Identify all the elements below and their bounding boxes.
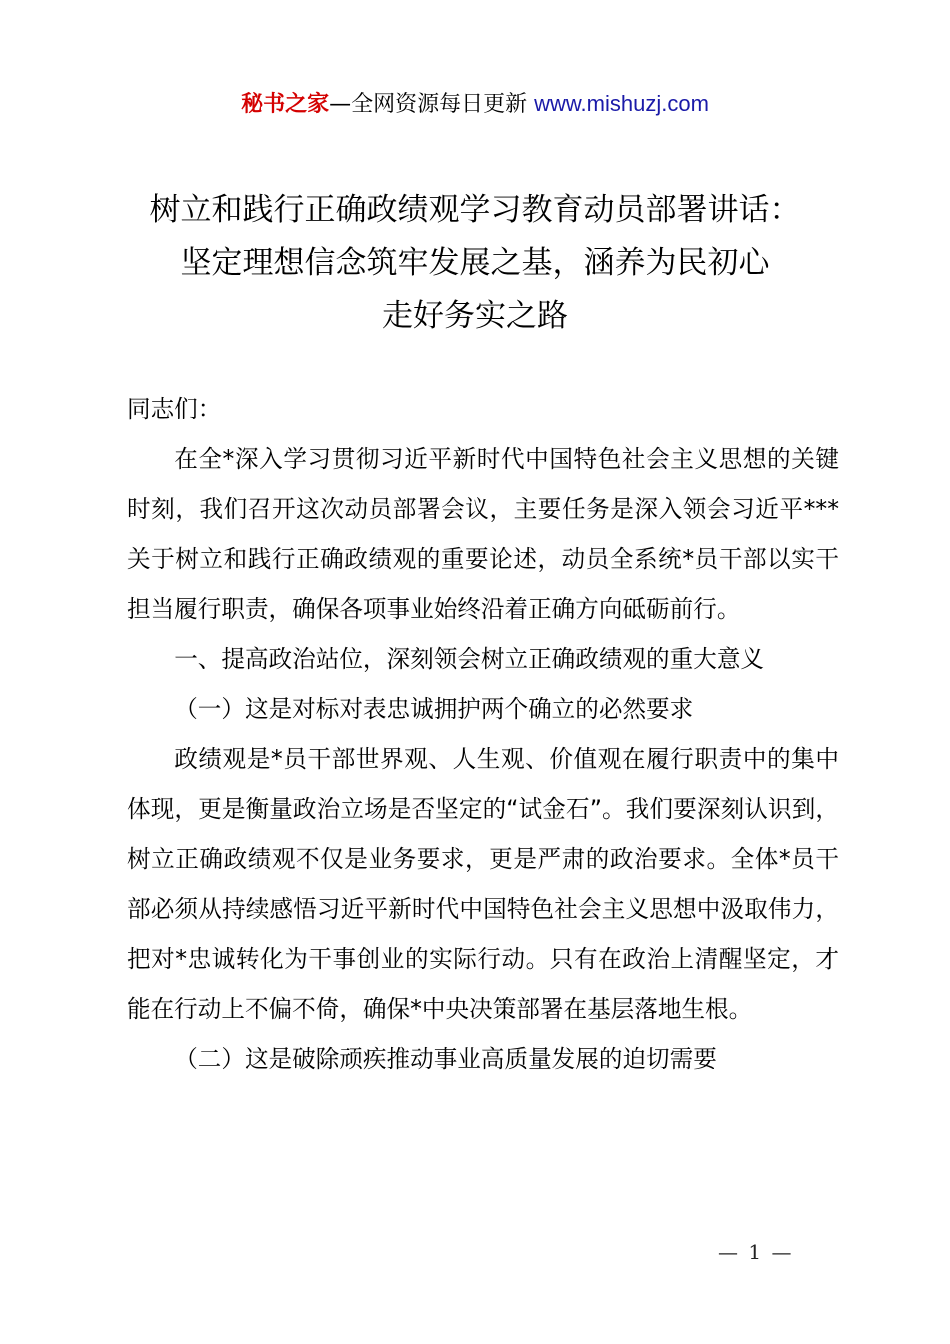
intro-paragraph: 在全*深入学习贯彻习近平新时代中国特色社会主义思想的关键时刻，我们召开这次动员部署会议，主要任务是深入领会习近平***关于树立和践行正确政绩观的重要论述，动员全系统*员干部以实干担当履行职责，确保各项事业始终沿着正确方向砥砺前行。	[127, 445, 839, 623]
section-heading-1: 一、提高政治站位，深刻领会树立正确政绩观的重大意义	[174, 645, 765, 673]
title-line-1: 树立和践行正确政绩观学习教育动员部署讲话：	[149, 192, 801, 228]
salutation: 同志们：	[127, 395, 222, 423]
site-banner	[0, 88, 950, 121]
subsection-heading-1: （一）这是对标对表忠诚拥护两个确立的必然要求	[174, 695, 694, 723]
body-paragraph-2: 政绩观是*员干部世界观、人生观、价值观在履行职责中的集中体现，更是衡量政治立场是否坚定的“试金石”。我们要深刻认识到，树立正确政绩观不仅是业务要求，更是严肃的政治要求。全体*员干部必须从持续感悟习近平新时代中国特色社会主义思想中汲取伟力，把对*忠诚转化为干事创业的实际行动。只有在政治上清醒坚定，才能在行动上不偏不倚，确保*中央决策部署在基层落地生根。	[127, 745, 839, 1023]
title-line-3: 走好务实之路	[382, 298, 568, 334]
brand-name: 秘书之家	[241, 92, 330, 117]
document-body	[127, 384, 839, 1084]
document-title	[60, 184, 890, 343]
banner-url[interactable]: www.mishuzj.com	[534, 91, 709, 116]
subsection-heading-2: （二）这是破除顽疾推动事业高质量发展的迫切需要	[174, 1045, 717, 1073]
page-number: — 1 —	[718, 1240, 794, 1264]
banner-slogan: —全网资源每日更新	[329, 92, 535, 117]
title-line-2: 坚定理想信念筑牢发展之基，涵养为民初心	[180, 245, 770, 281]
